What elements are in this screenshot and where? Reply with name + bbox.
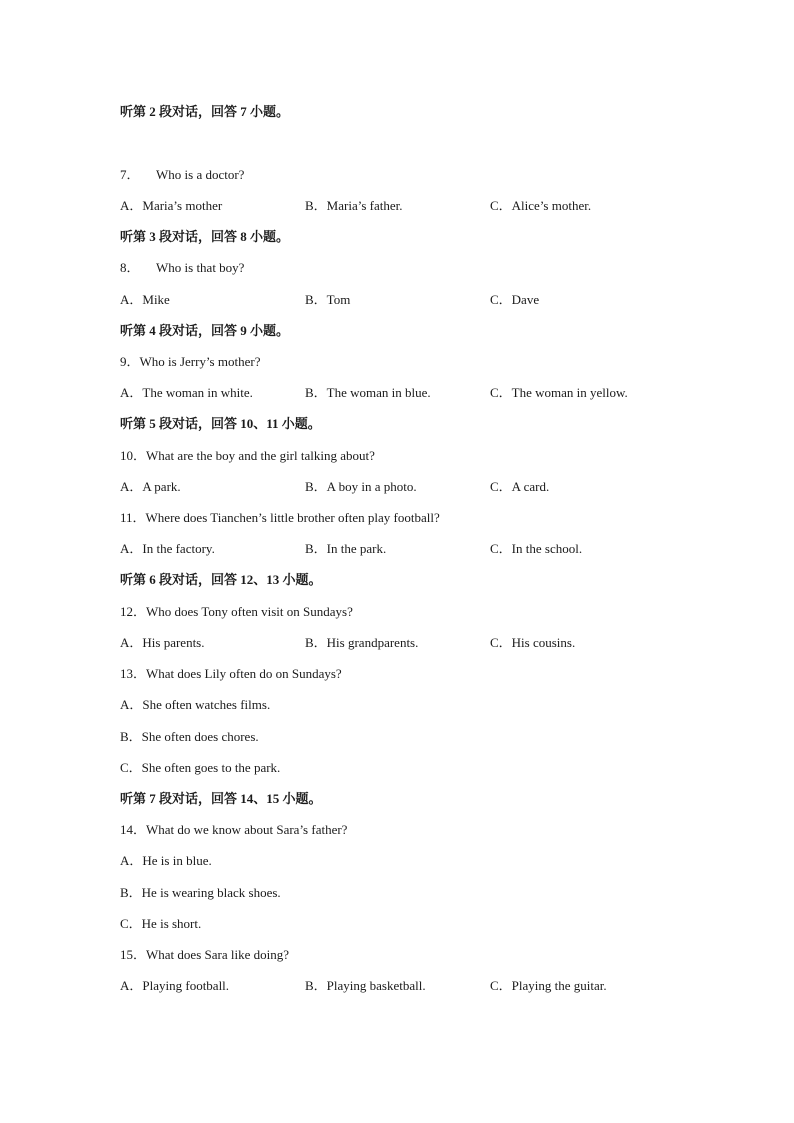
option-c: C．A card. xyxy=(490,479,550,494)
section-heading-7: 听第 7 段对话，回答 14、15 小题。 xyxy=(120,791,322,806)
option-a: A．Playing football. xyxy=(120,978,230,993)
question-text: What do we know about Sara’s father? xyxy=(146,822,348,837)
option-a: A．He is in blue. xyxy=(120,853,212,868)
question-text: What are the boy and the girl talking about? xyxy=(146,448,375,463)
question-text: What does Lily often do on Sundays? xyxy=(146,666,342,681)
question-number: 14． xyxy=(120,822,147,837)
section-heading-6: 听第 6 段对话，回答 12、13 小题。 xyxy=(120,572,322,587)
option-b: B．Tom xyxy=(305,292,351,307)
question-number: 15． xyxy=(120,947,147,962)
question-number: 13． xyxy=(120,666,147,681)
option-c: C．The woman in yellow. xyxy=(490,385,628,400)
option-b: B．Maria’s father. xyxy=(305,198,403,213)
question-13 xyxy=(120,666,342,682)
question-10 xyxy=(120,448,375,464)
option-b: B．The woman in blue. xyxy=(305,385,431,400)
option-b: B．Playing basketball. xyxy=(305,978,426,993)
option-a: A．In the factory. xyxy=(120,541,215,556)
section-heading-2: 听第 2 段对话，回答 7 小题。 xyxy=(120,104,290,119)
question-8 xyxy=(120,260,244,276)
option-b: B．In the park. xyxy=(305,541,387,556)
question-text: Who does Tony often visit on Sundays? xyxy=(146,604,353,619)
option-c: C．Alice’s mother. xyxy=(490,198,592,213)
question-14 xyxy=(120,822,347,838)
question-text: What does Sara like doing? xyxy=(146,947,289,962)
question-15 xyxy=(120,947,289,963)
question-number: 8． xyxy=(120,260,140,275)
section-heading-5: 听第 5 段对话，回答 10、11 小题。 xyxy=(120,416,321,431)
question-text: Who is that boy? xyxy=(156,260,245,275)
question-number: 10． xyxy=(120,448,147,463)
option-a: A．Maria’s mother xyxy=(120,198,223,213)
question-number: 9． xyxy=(120,354,140,369)
section-heading-3: 听第 3 段对话，回答 8 小题。 xyxy=(120,229,290,244)
option-c: C．Playing the guitar. xyxy=(490,978,607,993)
question-number: 7． xyxy=(120,167,140,182)
question-9 xyxy=(120,354,260,370)
option-a: A．His parents. xyxy=(120,635,205,650)
option-a: A．A park. xyxy=(120,479,181,494)
option-c: C．His cousins. xyxy=(490,635,576,650)
option-b: B．She often does chores. xyxy=(120,729,259,744)
question-number: 11． xyxy=(120,510,146,525)
question-number: 12． xyxy=(120,604,147,619)
question-text: Who is Jerry’s mother? xyxy=(139,354,261,369)
option-c: C．He is short. xyxy=(120,916,202,931)
question-11 xyxy=(120,510,440,526)
option-c: C．She often goes to the park. xyxy=(120,760,281,775)
option-b: B．His grandparents. xyxy=(305,635,419,650)
question-text: Where does Tianchen’s little brother often play football? xyxy=(145,510,440,525)
option-a: A．Mike xyxy=(120,292,170,307)
question-12 xyxy=(120,604,353,620)
option-c: C．Dave xyxy=(490,292,540,307)
question-7 xyxy=(120,167,244,183)
option-a: A．The woman in white. xyxy=(120,385,253,400)
question-text: Who is a doctor? xyxy=(156,167,245,182)
option-a: A．She often watches films. xyxy=(120,697,271,712)
section-heading-4: 听第 4 段对话，回答 9 小题。 xyxy=(120,323,290,338)
option-b: B．A boy in a photo. xyxy=(305,479,417,494)
option-c: C．In the school. xyxy=(490,541,583,556)
option-b: B．He is wearing black shoes. xyxy=(120,885,281,900)
